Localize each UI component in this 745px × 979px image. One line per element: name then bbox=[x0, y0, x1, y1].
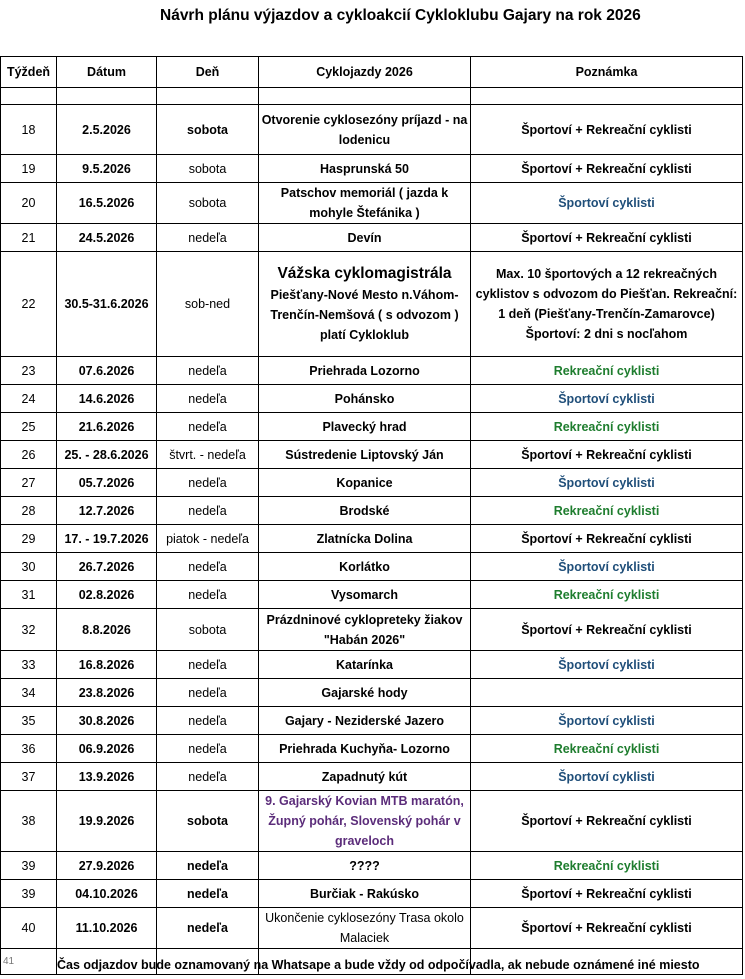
table-row bbox=[1, 357, 743, 385]
note-cell: Športoví + Rekreační cyklisti bbox=[471, 908, 743, 949]
date-cell: 16.5.2026 bbox=[57, 183, 157, 224]
table-row bbox=[1, 385, 743, 413]
date-cell: 2.5.2026 bbox=[57, 105, 157, 155]
footer-note: Čas odjazdov bude oznamovaný na Whatsape a bude vždy od odpočívadla, ak nebude oznámené iné miesto bbox=[57, 958, 700, 972]
event-cell: Prázdninové cyklopreteky žiakov "Habán 2026" bbox=[259, 609, 471, 651]
week-cell: 19 bbox=[1, 155, 57, 183]
header-day: Deň bbox=[157, 57, 259, 88]
event-cell: Vysomarch bbox=[259, 581, 471, 609]
day-cell: nedeľa bbox=[157, 553, 259, 581]
date-cell: 19.9.2026 bbox=[57, 791, 157, 852]
week-cell: 25 bbox=[1, 413, 57, 441]
date-cell: 11.10.2026 bbox=[57, 908, 157, 949]
event-cell: Sústredenie Liptovský Ján bbox=[259, 441, 471, 469]
week-cell: 34 bbox=[1, 679, 57, 707]
week-cell: 29 bbox=[1, 525, 57, 553]
event-cell: Patschov memoriál ( jazda k mohyle Štefánika ) bbox=[259, 183, 471, 224]
week-cell: 37 bbox=[1, 763, 57, 791]
day-cell: nedeľa bbox=[157, 497, 259, 525]
table-row bbox=[1, 183, 743, 224]
event-cell: Plavecký hrad bbox=[259, 413, 471, 441]
event-cell: ???? bbox=[259, 852, 471, 880]
date-cell: 30.8.2026 bbox=[57, 707, 157, 735]
week-cell: 39 bbox=[1, 880, 57, 908]
date-cell: 21.6.2026 bbox=[57, 413, 157, 441]
table-row bbox=[1, 469, 743, 497]
event-cell: Devín bbox=[259, 224, 471, 252]
day-cell: štvrt. - nedeľa bbox=[157, 441, 259, 469]
week-cell: 28 bbox=[1, 497, 57, 525]
table-body bbox=[1, 88, 743, 975]
week-cell: 38 bbox=[1, 791, 57, 852]
event-cell: Katarínka bbox=[259, 651, 471, 679]
table-header-row bbox=[1, 57, 743, 88]
date-cell: 24.5.2026 bbox=[57, 224, 157, 252]
day-cell: nedeľa bbox=[157, 763, 259, 791]
header-date: Dátum bbox=[57, 57, 157, 88]
day-cell: sob-ned bbox=[157, 252, 259, 357]
event-cell: Pohánsko bbox=[259, 385, 471, 413]
day-cell: sobota bbox=[157, 183, 259, 224]
week-cell: 39 bbox=[1, 852, 57, 880]
table-row bbox=[1, 707, 743, 735]
week-cell: 24 bbox=[1, 385, 57, 413]
note-cell: Športoví cyklisti bbox=[471, 651, 743, 679]
table-row bbox=[1, 105, 743, 155]
date-cell: 17. - 19.7.2026 bbox=[57, 525, 157, 553]
day-cell: nedeľa bbox=[157, 385, 259, 413]
note-cell: Športoví cyklisti bbox=[471, 707, 743, 735]
week-cell: 41 bbox=[1, 949, 57, 975]
table-row bbox=[1, 413, 743, 441]
event-detail: Piešťany-Nové Mesto n.Váhom-Trenčín-Nemšová ( s odvozom ) platí Cykloklub bbox=[270, 288, 459, 342]
table-row bbox=[1, 880, 743, 908]
event-cell: 9. Gajarský Kovian MTB maratón, Župný pohár, Slovenský pohár v graveloch bbox=[259, 791, 471, 852]
week-cell: 27 bbox=[1, 469, 57, 497]
day-cell: nedeľa bbox=[157, 908, 259, 949]
note-cell: Rekreační cyklisti bbox=[471, 357, 743, 385]
week-cell: 40 bbox=[1, 908, 57, 949]
week-cell: 35 bbox=[1, 707, 57, 735]
date-cell: 14.6.2026 bbox=[57, 385, 157, 413]
date-cell: 30.5-31.6.2026 bbox=[57, 252, 157, 357]
date-cell: 9.5.2026 bbox=[57, 155, 157, 183]
note-cell: Športoví cyklisti bbox=[471, 469, 743, 497]
spacer-row bbox=[1, 88, 743, 105]
day-cell: nedeľa bbox=[157, 224, 259, 252]
date-cell: 12.7.2026 bbox=[57, 497, 157, 525]
event-cell: Hasprunská 50 bbox=[259, 155, 471, 183]
event-cell: Gajarské hody bbox=[259, 679, 471, 707]
note-cell: Športoví + Rekreační cyklisti bbox=[471, 224, 743, 252]
note-cell: Rekreační cyklisti bbox=[471, 581, 743, 609]
week-cell: 20 bbox=[1, 183, 57, 224]
day-cell: piatok - nedeľa bbox=[157, 525, 259, 553]
table-row bbox=[1, 651, 743, 679]
table-row bbox=[1, 908, 743, 949]
blank-row bbox=[1, 28, 743, 57]
week-cell: 26 bbox=[1, 441, 57, 469]
day-cell: nedeľa bbox=[157, 469, 259, 497]
note-cell: Športoví cyklisti bbox=[471, 553, 743, 581]
week-cell: 22 bbox=[1, 252, 57, 357]
event-cell: Priehrada Kuchyňa- Lozorno bbox=[259, 735, 471, 763]
date-cell: 07.6.2026 bbox=[57, 357, 157, 385]
table-row bbox=[1, 679, 743, 707]
week-cell: 33 bbox=[1, 651, 57, 679]
note-cell: Športoví cyklisti bbox=[471, 183, 743, 224]
date-cell: 13.9.2026 bbox=[57, 763, 157, 791]
note-cell: Max. 10 športových a 12 rekreačných cyklistov s odvozom do Piešťan. Rekreační: 1 deň (Piešťany-Trenčín-Zamarovce) Športoví: 2 dni s nocľahom bbox=[471, 252, 743, 357]
event-cell: Gajary - Neziderské Jazero bbox=[259, 707, 471, 735]
event-cell bbox=[259, 252, 471, 357]
table-row bbox=[1, 852, 743, 880]
note-cell: Rekreační cyklisti bbox=[471, 735, 743, 763]
day-cell: nedeľa bbox=[157, 679, 259, 707]
event-cell: Ukončenie cyklosezóny Trasa okolo Malaciek bbox=[259, 908, 471, 949]
note-cell: Športoví + Rekreační cyklisti bbox=[471, 441, 743, 469]
event-cell: Zapadnutý kút bbox=[259, 763, 471, 791]
week-cell: 21 bbox=[1, 224, 57, 252]
day-cell: nedeľa bbox=[157, 413, 259, 441]
table-row bbox=[1, 763, 743, 791]
table-row bbox=[1, 553, 743, 581]
day-cell: nedeľa bbox=[157, 651, 259, 679]
table-row bbox=[1, 735, 743, 763]
date-cell: 06.9.2026 bbox=[57, 735, 157, 763]
date-cell: 16.8.2026 bbox=[57, 651, 157, 679]
table-row bbox=[1, 441, 743, 469]
date-cell: 26.7.2026 bbox=[57, 553, 157, 581]
date-cell: 02.8.2026 bbox=[57, 581, 157, 609]
event-cell: Zlatnícka Dolina bbox=[259, 525, 471, 553]
day-cell: sobota bbox=[157, 609, 259, 651]
note-cell: Športoví + Rekreační cyklisti bbox=[471, 105, 743, 155]
week-cell: 32 bbox=[1, 609, 57, 651]
day-cell: sobota bbox=[157, 791, 259, 852]
table-row bbox=[1, 525, 743, 553]
week-cell: 31 bbox=[1, 581, 57, 609]
note-cell: Rekreační cyklisti bbox=[471, 497, 743, 525]
event-cell: Korlátko bbox=[259, 553, 471, 581]
day-cell: nedeľa bbox=[157, 852, 259, 880]
date-cell: 04.10.2026 bbox=[57, 880, 157, 908]
table-row bbox=[1, 791, 743, 852]
week-cell: 23 bbox=[1, 357, 57, 385]
day-cell: nedeľa bbox=[157, 357, 259, 385]
event-title: Vážska cyklomagistrála bbox=[277, 265, 452, 282]
day-cell: sobota bbox=[157, 155, 259, 183]
note-cell: Športoví + Rekreační cyklisti bbox=[471, 609, 743, 651]
table-row bbox=[1, 224, 743, 252]
date-cell: 25. - 28.6.2026 bbox=[57, 441, 157, 469]
schedule-table bbox=[0, 28, 743, 975]
date-cell: 27.9.2026 bbox=[57, 852, 157, 880]
event-cell: Kopanice bbox=[259, 469, 471, 497]
header-event: Cyklojazdy 2026 bbox=[259, 57, 471, 88]
header-week: Týždeň bbox=[1, 57, 57, 88]
date-cell: 05.7.2026 bbox=[57, 469, 157, 497]
table-row bbox=[1, 155, 743, 183]
note-cell: Športoví + Rekreační cyklisti bbox=[471, 525, 743, 553]
table-row bbox=[1, 609, 743, 651]
event-cell: Burčiak - Rakúsko bbox=[259, 880, 471, 908]
day-cell: nedeľa bbox=[157, 880, 259, 908]
note-cell bbox=[471, 679, 743, 707]
note-cell: Rekreační cyklisti bbox=[471, 413, 743, 441]
event-cell: Otvorenie cyklosezóny príjazd - na lodenicu bbox=[259, 105, 471, 155]
note-cell: Športoví + Rekreační cyklisti bbox=[471, 880, 743, 908]
page-title: Návrh plánu výjazdov a cykloakcií Cykloklubu Gajary na rok 2026 bbox=[160, 7, 641, 24]
table-row bbox=[1, 581, 743, 609]
day-cell: nedeľa bbox=[157, 581, 259, 609]
event-cell: Brodské bbox=[259, 497, 471, 525]
table-row bbox=[1, 497, 743, 525]
event-cell: Priehrada Lozorno bbox=[259, 357, 471, 385]
week-cell: 30 bbox=[1, 553, 57, 581]
day-cell: sobota bbox=[157, 105, 259, 155]
note-cell: Športoví + Rekreační cyklisti bbox=[471, 155, 743, 183]
date-cell: 23.8.2026 bbox=[57, 679, 157, 707]
note-cell: Rekreační cyklisti bbox=[471, 852, 743, 880]
note-cell: Športoví cyklisti bbox=[471, 385, 743, 413]
week-cell: 36 bbox=[1, 735, 57, 763]
day-cell: nedeľa bbox=[157, 735, 259, 763]
header-note: Poznámka bbox=[471, 57, 743, 88]
date-cell: 8.8.2026 bbox=[57, 609, 157, 651]
day-cell: nedeľa bbox=[157, 707, 259, 735]
table-row bbox=[1, 252, 743, 357]
note-cell: Športoví cyklisti bbox=[471, 763, 743, 791]
note-cell: Športoví + Rekreační cyklisti bbox=[471, 791, 743, 852]
week-cell: 18 bbox=[1, 105, 57, 155]
